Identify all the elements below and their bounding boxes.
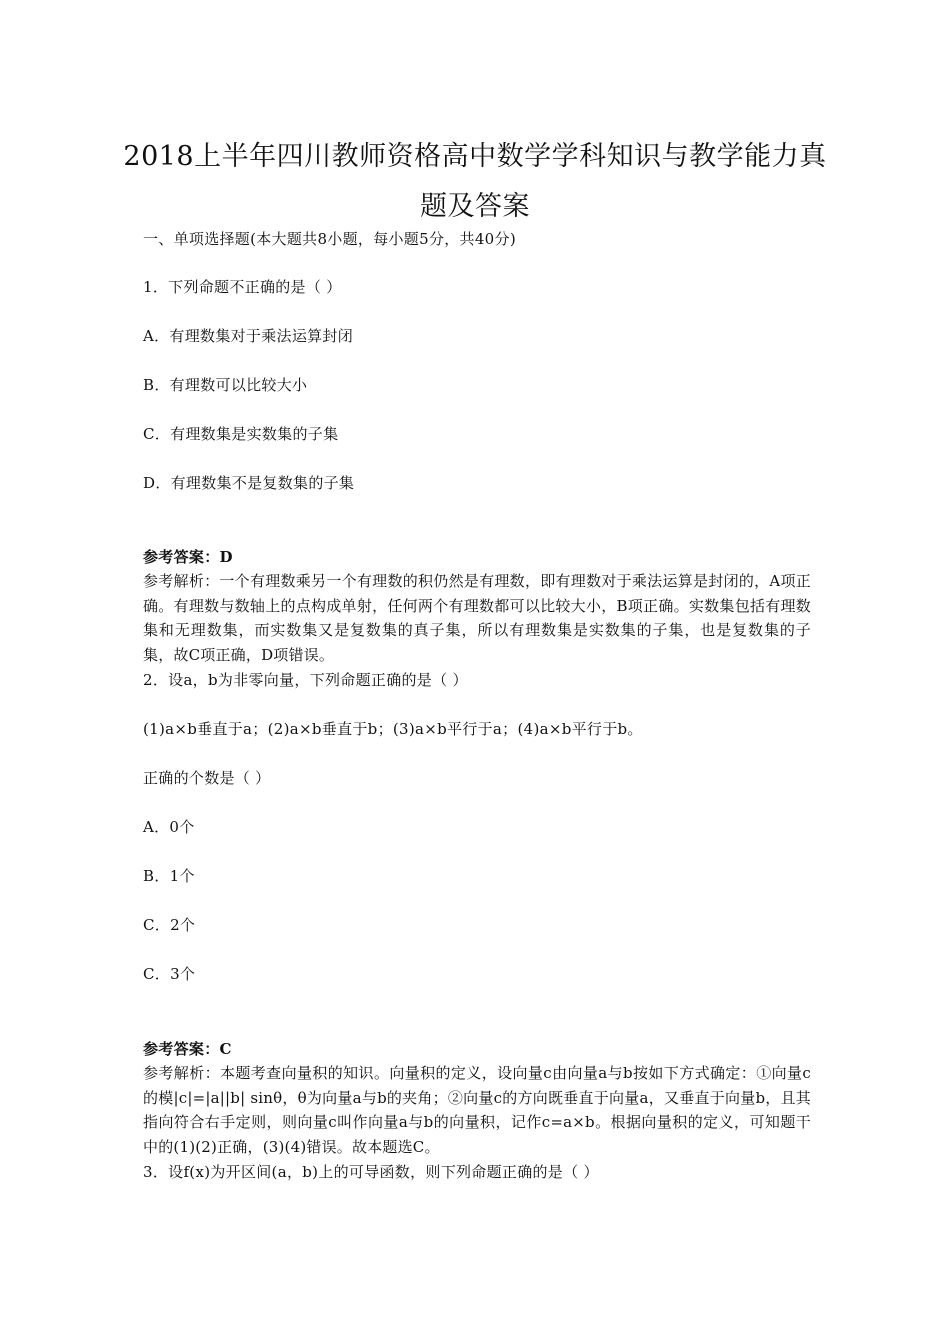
question-1-stem: 1．下列命题不正确的是（ ） (143, 278, 342, 296)
question-2-stem: 2．设a，b为非零向量，下列命题正确的是（ ） (143, 671, 468, 689)
question-2-option-d: C．3个 (143, 965, 196, 983)
question-2-statement: (1)a×b垂直于a；(2)a×b垂直于b；(3)a×b平行于a；(4)a×b平行于b。 (143, 720, 643, 738)
question-1-option-d: D．有理数集不是复数集的子集 (143, 474, 355, 492)
question-1-option-a: A．有理数集对于乘法运算封闭 (143, 327, 354, 345)
question-1-option-c: C．有理数集是实数集的子集 (143, 425, 339, 443)
question-1-option-b: B．有理数可以比较大小 (143, 376, 308, 394)
question-2-answer: 参考答案：C (143, 1040, 232, 1058)
section-heading: 一、单项选择题(本大题共8小题，每小题5分，共40分) (143, 230, 516, 248)
question-2-option-b: B．1个 (143, 867, 195, 885)
question-1-analysis: 参考解析：一个有理数乘另一个有理数的积仍然是有理数，即有理数对于乘法运算是封闭的，A项正确。有理数与数轴上的点构成单射，任何两个有理数都可以比较大小，B项正确。实数集包括有理数集和无理数集，而实数集又是复数集的真子集，所以有理数集是实数集的子集，也是复数集的子集，故C项正确，D项错误。 (143, 572, 811, 664)
document-title-line-2: 题及答案 (420, 191, 530, 222)
question-2-sub-stem: 正确的个数是（ ） (143, 769, 271, 787)
question-2-analysis: 参考解析：本题考查向量积的知识。向量积的定义，设向量c由向量a与b按如下方式确定：①向量c的模|c|=|a||b| sinθ，θ为向量a与b的夹角；②向量c的方向既垂直于向量a，又垂直于向量b，且其指向符合右手定则，则向量c叫作向量a与b的向量积，记作c=a×b。根据向量积的定义，可知题干中的(1)(2)正确，(3)(4)错误。故本题选C。 (143, 1064, 811, 1156)
question-1-answer: 参考答案：D (143, 548, 233, 566)
question-3-stem: 3．设f(x)为开区间(a，b)上的可导函数，则下列命题正确的是（ ） (143, 1163, 599, 1181)
document-title-line-1: 2018上半年四川教师资格高中数学学科知识与教学能力真 (123, 141, 827, 172)
question-2-option-a: A．0个 (143, 818, 195, 836)
question-2-option-c: C．2个 (143, 916, 196, 934)
